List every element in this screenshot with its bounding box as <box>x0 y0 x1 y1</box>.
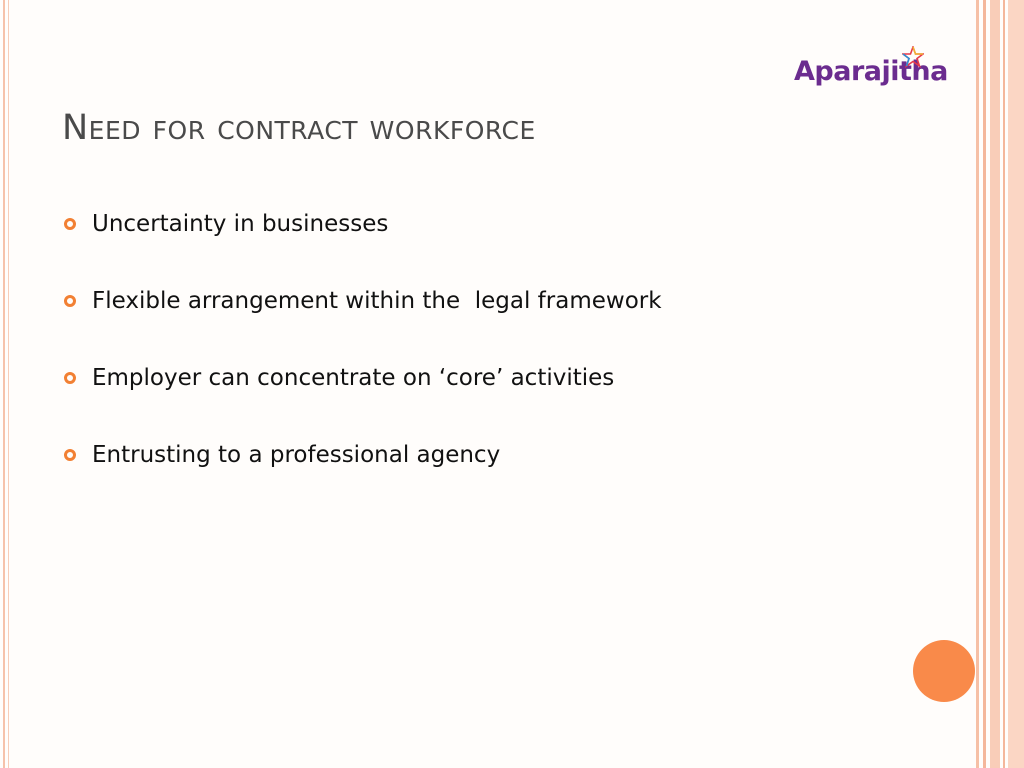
left-border-line <box>3 0 5 768</box>
right-decorative-stripes <box>976 0 1024 768</box>
bullet-text: Flexible arrangement within the legal framework <box>92 288 662 314</box>
bullet-marker-icon <box>64 449 76 461</box>
stripe <box>976 0 979 768</box>
stripe <box>1008 0 1024 768</box>
list-item <box>64 283 662 360</box>
logo-text: Aparajitha <box>794 56 948 87</box>
bullet-text: Employer can concentrate on ‘core’ activities <box>92 365 615 391</box>
list-item <box>64 360 662 437</box>
bullet-marker-icon <box>64 218 76 230</box>
company-logo <box>794 46 948 98</box>
stripe <box>1003 0 1005 768</box>
bullet-text: Entrusting to a professional agency <box>92 442 501 468</box>
list-item <box>64 437 662 514</box>
list-item <box>64 206 662 283</box>
decorative-circle <box>913 640 975 702</box>
bullet-text: Uncertainty in businesses <box>92 211 389 237</box>
bullet-marker-icon <box>64 295 76 307</box>
stripe <box>983 0 986 768</box>
bullet-marker-icon <box>64 372 76 384</box>
stripe <box>990 0 1000 768</box>
star-icon <box>902 46 924 68</box>
left-border-line-inner <box>8 0 9 768</box>
slide-title: Need for contract workforce <box>62 108 536 148</box>
bullet-list <box>64 206 662 514</box>
